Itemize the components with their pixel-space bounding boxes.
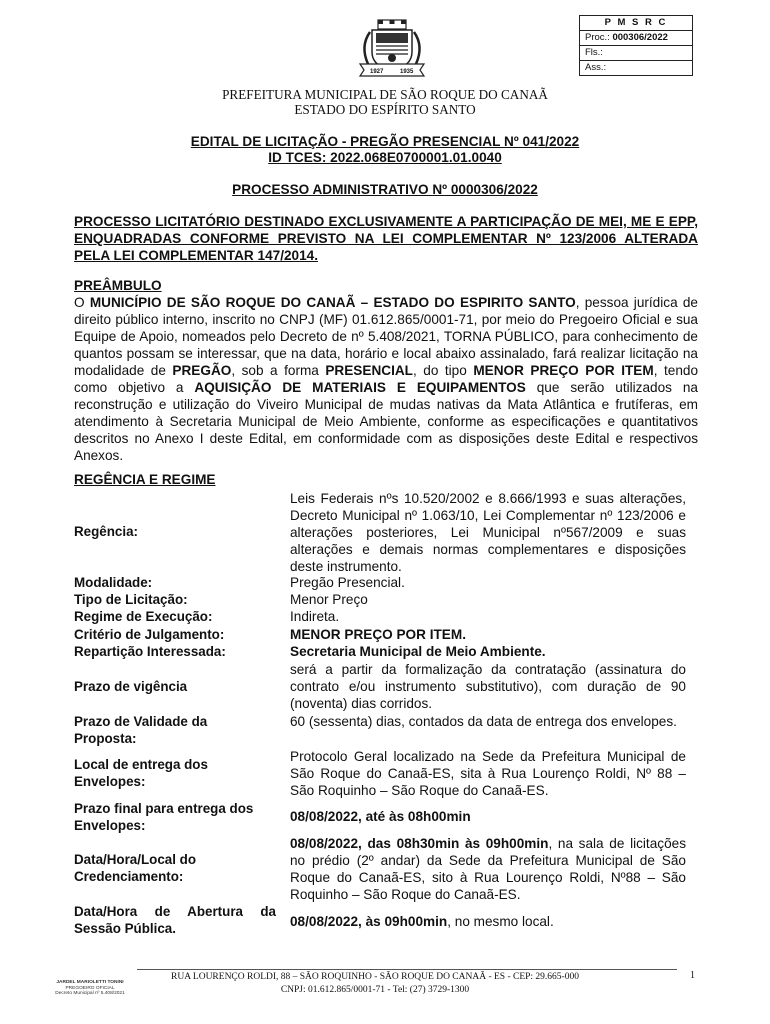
validade-label: Prazo de Validade da Proposta:: [74, 714, 208, 746]
local-entrega-label: Local de entrega dos Envelopes:: [74, 757, 208, 789]
preambulo-heading: PREÂMBULO: [74, 278, 162, 293]
tipo-label: Tipo de Licitação:: [74, 592, 188, 607]
id-tces-title: ID TCES: 2022.068E0700001.01.0040: [268, 150, 502, 165]
prazo-final-label: Prazo final para entrega dos Envelopes:: [74, 801, 254, 833]
reparticao-label: Repartição Interessada:: [74, 644, 226, 659]
tipo-value: Menor Preço: [290, 592, 368, 607]
credenciamento-value: 08/08/2022, das 08h30min às 09h00min, na sala de licitações no prédio (2º andar) da Sede da Prefeitura Municipal de São Roque do Canaã-ES, sito à Rua Lourenço Roldi, Nº88 – São Roquinho – São Roque do Canaã-ES.: [290, 836, 686, 902]
sig-role: PREGOEIRO OFICIAL: [65, 985, 115, 991]
header-municipality: PREFEITURA MUNICIPAL DE SÃO ROQUE DO CANAÃ: [222, 87, 548, 102]
header-state: ESTADO DO ESPÍRITO SANTO: [294, 102, 476, 117]
stamp-proc-label: Proc.:: [585, 32, 610, 43]
page-number: 1: [690, 970, 695, 981]
local-entrega-value: Protocolo Geral localizado na Sede da Prefeitura Municipal de São Roque do Canaã-ES, sita à Rua Lourenço Roldi, Nº 88 – São Roquinho – São Roque do Canaã-ES.: [290, 749, 686, 798]
stamp-title: P M S R C: [604, 17, 668, 28]
regencia-value: Leis Federais nºs 10.520/2002 e 8.666/1993 e suas alterações, Decreto Municipal nº 1.063/10, Lei Complementar nº 123/2006 e alterações posteriores, Lei Municipal nº567/2009 e suas alterações e demais normas complementares e disposições deste instrumento.: [290, 491, 686, 574]
vigencia-label: Prazo de vigência: [74, 679, 188, 694]
stamp-proc-value: 000306/2022: [612, 32, 668, 43]
municipal-coat-of-arms-icon: [354, 18, 430, 78]
reparticao-value: Secretaria Municipal de Meio Ambiente.: [290, 644, 546, 659]
regencia-label: Regência:: [74, 524, 138, 539]
regime-value: Indireta.: [290, 609, 340, 624]
sig-decree: Decreto Municipal nº 5.408/2021: [55, 991, 125, 997]
abertura-value: 08/08/2022, às 09h00min, no mesmo local.: [290, 914, 554, 929]
destination-statement: PROCESSO LICITATÓRIO DESTINADO EXCLUSIVAMENTE A PARTICIPAÇÃO DE MEI, ME E EPP, ENQUADRADAS CONFORME PREVISTO NA LEI COMPLEMENTAR Nº 123/2006 ALTERADA PELA LEI COMPLEMENTAR 147/2014.: [74, 214, 698, 263]
stamp-proc-row: [580, 30, 692, 45]
regime-label: Regime de Execução:: [74, 609, 213, 624]
stamp-ass-row: Ass.:: [580, 60, 692, 75]
preambulo-text: O MUNICÍPIO DE SÃO ROQUE DO CANAÃ – ESTADO DO ESPIRITO SANTO, pessoa jurídica de direito público interno, inscrito no CNPJ (MF) 01.612.865/0001-71, por meio do Pregoeiro Oficial e sua Equipe de Apoio, nomeados pelo Decreto de nº 5.408/2021, TORNA PÚBLICO, para conhecimento de quantos possam se interessar, que na data, horário e local abaixo assinalado, fará realizar licitação na modalidade de PREGÃO, sob a forma PRESENCIAL, do tipo MENOR PREÇO POR ITEM, tendo como objetivo a AQUISIÇÃO DE MATERIAIS E EQUIPAMENTOS que serão utilizados na reconstrução e utilização do Viveiro Municipal de mudas nativas da Mata Atlântica e frutíferas, em atendimento à Secretaria Municipal de Meio Ambiente, conforme as especificações e quantitativos descritos no Anexo I deste Edital, em conformidade com as disposições deste Edital e respectivos Anexos.: [74, 295, 699, 463]
edital-title: EDITAL DE LICITAÇÃO - PREGÃO PRESENCIAL Nº 041/2022: [190, 134, 580, 149]
modalidade-value: Pregão Presencial.: [290, 575, 405, 590]
criterio-label: Critério de Julgamento:: [74, 627, 225, 642]
prazo-final-value: 08/08/2022, até às 08h00min: [290, 809, 471, 824]
modalidade-label: Modalidade:: [74, 575, 153, 590]
sig-name: JARDEL MARIOLETTI TONINI: [56, 980, 124, 985]
abertura-label: Data/Hora de Abertura da Sessão Pública.: [74, 904, 276, 936]
crest-year-right: 1935: [400, 69, 414, 75]
processo-title: PROCESSO ADMINISTRATIVO Nº 0000306/2022: [232, 182, 538, 197]
criterio-value: MENOR PREÇO POR ITEM.: [290, 627, 466, 642]
credenciamento-label: Data/Hora/Local do Credenciamento:: [74, 852, 197, 884]
stamp-fls-row: Fls.:: [580, 45, 692, 60]
vigencia-value: será a partir da formalização da contratação (assinatura do contrato e/ou instrumento substitutivo), com duração de 90 (noventa) dias corridos.: [290, 662, 686, 711]
footer-divider: [137, 969, 677, 970]
protocol-stamp-box: [579, 15, 693, 76]
validade-value: 60 (sessenta) dias, contados da data de entrega dos envelopes.: [290, 714, 677, 729]
regencia-heading: REGÊNCIA E REGIME: [74, 472, 216, 487]
footer-contact: CNPJ: 01.612.865/0001-71 - Tel: (27) 3729-1300: [280, 985, 470, 995]
footer-address: RUA LOURENÇO ROLDI, 88 – SÃO ROQUINHO - SÃO ROQUE DO CANAÃ - ES - CEP: 29.665-000: [171, 972, 579, 982]
crest-year-left: 1927: [370, 69, 384, 75]
